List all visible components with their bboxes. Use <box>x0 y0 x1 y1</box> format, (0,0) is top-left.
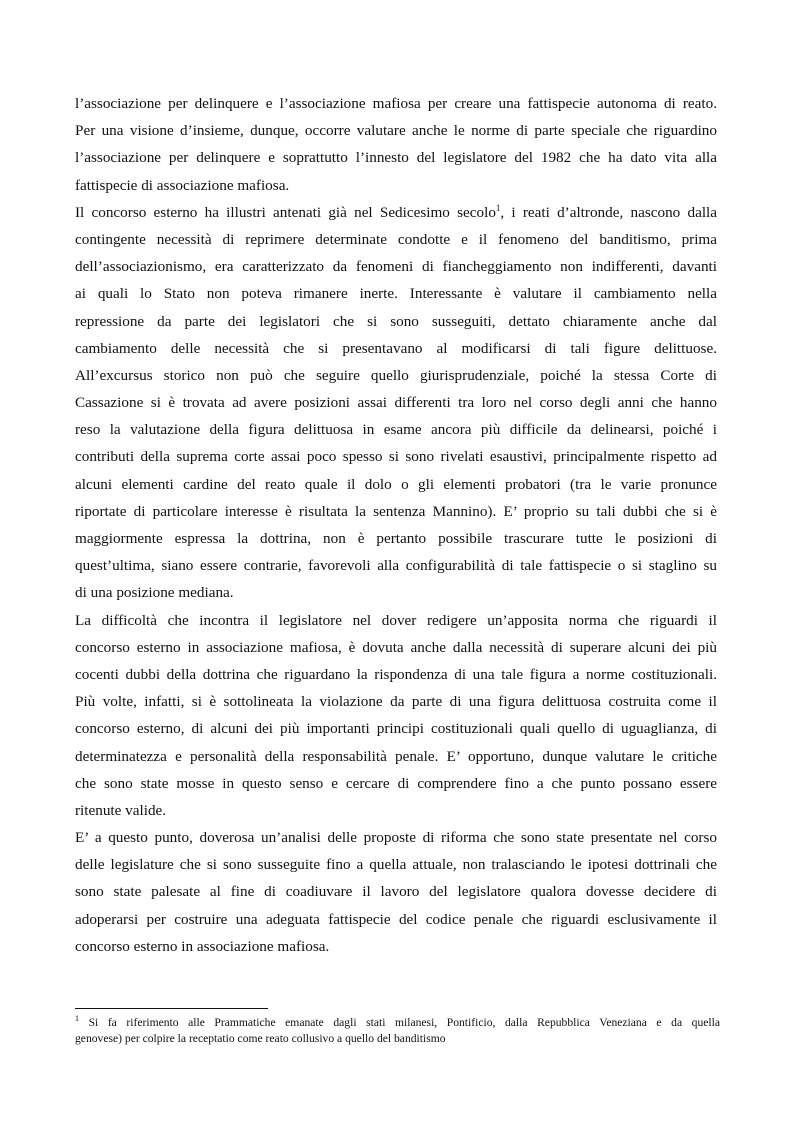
text-line: alcuni elementi cardine del reato quale il dolo o gli elementi probatori (tra le varie pronunce <box>75 475 717 493</box>
paragraph-1 <box>75 90 717 199</box>
text-run: Si fa riferimento alle Prammatiche emanate dagli stati milanesi, Pontificio, dalla Repubblica Veneziana e da quella <box>79 1016 720 1029</box>
footnote-separator <box>75 1008 268 1009</box>
text-line <box>75 199 717 226</box>
text-line: quest’ultima, siano essere contrarie, favorevoli alla configurabilità di tale fattispecie o si staglino su <box>75 557 717 575</box>
text-line: cambiamento delle necessità che si presentavano al modificarsi di tali figure delittuose. <box>75 339 717 357</box>
text-line: maggiormente espressa la dottrina, non è pertanto possibile trascurare tutte le posizioni di <box>75 530 717 547</box>
footnote <box>75 1015 720 1046</box>
text-line: cocenti dubbi della dottrina che riguardano la rispondenza di una tale figura a norme costituzionali. <box>75 665 717 683</box>
text-line: La difficoltà che incontra il legislatore nel dover redigere un’apposita norma che riguardi il <box>75 611 717 629</box>
body-text <box>75 90 717 960</box>
text-line: che sono state mosse in questo senso e cercare di comprendere fino a che punto possano essere <box>75 774 717 792</box>
text-line: contingente necessità di reprimere determinate condotte e il fenomeno del banditismo, prima <box>75 230 717 248</box>
paragraph-3 <box>75 607 717 825</box>
paragraph-4 <box>75 824 717 960</box>
text-run: , i reati d’altronde, nascono dalla <box>500 203 717 221</box>
paragraph-2 <box>75 199 717 607</box>
text-line: riportate di particolare interesse è risultata la sentenza Mannino). E’ proprio su tali dubbi che si è <box>75 502 717 520</box>
text-line: dell’associazionismo, era caratterizzato da fenomeni di fiancheggiamento non indifferenti, davanti <box>75 258 717 276</box>
text-run: Il concorso esterno ha illustri antenati già nel Sedicesimo secolo <box>75 203 496 221</box>
footnote-line <box>75 1015 720 1031</box>
text-line: determinatezza e personalità della responsabilità penale. E’ opportuno, dunque valutare le critiche <box>75 747 717 765</box>
text-line: repressione da parte dei legislatori che si sono susseguiti, dettato chiaramente anche dal <box>75 312 717 330</box>
text-line: adoperarsi per costruire una adeguata fattispecie del codice penale che riguardi esclusivamente il <box>75 910 717 928</box>
text-line: Più volte, infatti, si è sottolineata la violazione da parte di una figura delittuosa costruita come il <box>75 693 717 711</box>
text-line: Cassazione si è trovata ad avere posizioni assai differenti tra loro nel corso degli anni che hanno <box>75 394 717 412</box>
text-line: di una posizione mediana. <box>75 584 234 602</box>
text-line: concorso esterno in associazione mafiosa. <box>75 937 330 955</box>
text-line: reso la valutazione della figura delittuosa in esame ancora più difficile da delinearsi, poiché i <box>75 421 717 439</box>
text-line: delle legislature che si sono susseguite fino a quella attuale, non tralasciando le ipotesi dottrinali che <box>75 856 717 874</box>
text-line: fattispecie di associazione mafiosa. <box>75 176 290 194</box>
text-line: ai quali lo Stato non poteva rimanere inerte. Interessante è valutare il cambiamento nella <box>75 285 717 303</box>
footnote-line: genovese) per colpire la receptatio come reato collusivo a quello del banditismo <box>75 1031 446 1045</box>
text-line: Per una visione d’insieme, dunque, occorre valutare anche le norme di parte speciale che riguardino <box>75 122 717 140</box>
text-line: sono state palesate al fine di coadiuvare il lavoro del legislatore qualora dovesse decidere di <box>75 883 717 901</box>
text-line: concorso esterno in associazione mafiosa, è dovuta anche dalla necessità di superare alcuni dei più <box>75 638 717 656</box>
text-line: contributi della suprema corte assai poco spesso si sono rivelati esaustivi, principalmente rispetto ad <box>75 448 717 466</box>
text-line: All’excursus storico non può che seguire quello giurisprudenziale, poiché la stessa Corte di <box>75 366 717 384</box>
text-line: l’associazione per delinquere e l’associazione mafiosa per creare una fattispecie autonoma di reato. <box>75 95 717 112</box>
text-line: concorso esterno, di alcuni dei più importanti principi costituzionali quali quello di uguaglianza, di <box>75 720 717 738</box>
footnote-marker: 1 <box>75 1015 79 1023</box>
text-line: l’associazione per delinquere e soprattutto l’innesto del legislatore del 1982 che ha dato vita alla <box>75 149 717 167</box>
text-line: E’ a questo punto, doverosa un’analisi delle proposte di riforma che sono state presentate nel corso <box>75 829 717 847</box>
footnote-reference[interactable]: 1 <box>495 202 501 213</box>
text-line: ritenute valide. <box>75 801 167 819</box>
